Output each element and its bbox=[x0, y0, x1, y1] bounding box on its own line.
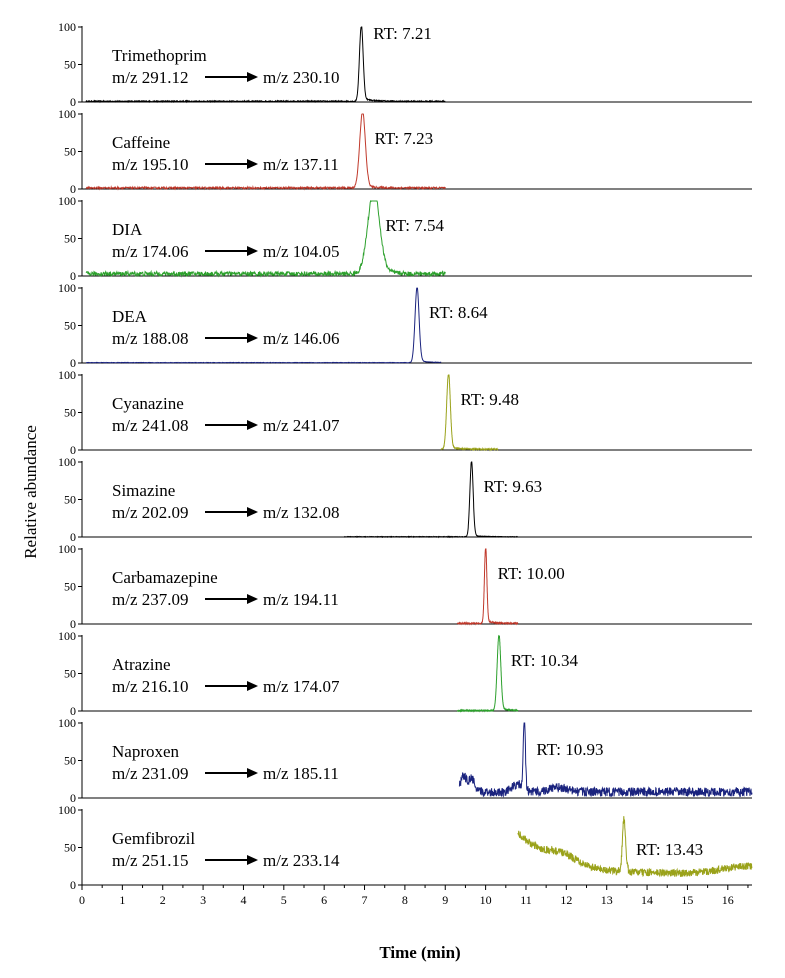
x-tick-label: 1 bbox=[119, 893, 126, 907]
y-tick-label: 50 bbox=[64, 579, 76, 594]
arrow-head-icon bbox=[247, 855, 258, 865]
series-line-simazine bbox=[344, 462, 518, 537]
x-tick-label: 11 bbox=[520, 893, 532, 907]
x-tick-label: 12 bbox=[560, 893, 573, 907]
x-axis bbox=[79, 885, 748, 907]
retention-time-label: RT: 10.34 bbox=[510, 651, 579, 670]
transition-product: m/z 241.07 bbox=[263, 416, 340, 435]
retention-time-label: RT: 10.93 bbox=[536, 740, 604, 759]
y-tick-label: 100 bbox=[58, 20, 76, 34]
arrow-head-icon bbox=[247, 159, 258, 169]
series-line-naproxen bbox=[459, 723, 752, 797]
transition-product: m/z 233.14 bbox=[263, 851, 340, 870]
y-tick-label: 100 bbox=[58, 194, 76, 208]
x-tick-label: 9 bbox=[442, 893, 449, 907]
y-tick-label: 100 bbox=[58, 803, 76, 817]
compound-name: Atrazine bbox=[112, 655, 171, 674]
panel-trimethoprim bbox=[58, 20, 752, 109]
y-axis-title: Relative abundance bbox=[21, 425, 40, 559]
compound-name: Carbamazepine bbox=[112, 568, 218, 587]
arrow-head-icon bbox=[247, 246, 258, 256]
panel-dia bbox=[58, 194, 752, 283]
compound-name: Naproxen bbox=[112, 742, 180, 761]
y-tick-label: 0 bbox=[70, 704, 76, 718]
arrow-head-icon bbox=[247, 72, 258, 82]
y-tick-label: 0 bbox=[70, 269, 76, 283]
x-tick-label: 14 bbox=[641, 893, 654, 907]
arrow-head-icon bbox=[247, 594, 258, 604]
chromatogram-panels bbox=[58, 20, 752, 892]
x-tick-label: 16 bbox=[721, 893, 734, 907]
y-tick-label: 100 bbox=[58, 107, 76, 121]
transition-precursor: m/z 188.08 bbox=[112, 329, 189, 348]
compound-name: Trimethoprim bbox=[112, 46, 207, 65]
transition-product: m/z 146.06 bbox=[263, 329, 340, 348]
transition-product: m/z 194.11 bbox=[263, 590, 339, 609]
panel-gemfibrozil bbox=[58, 803, 752, 892]
y-tick-label: 0 bbox=[70, 182, 76, 196]
transition-precursor: m/z 291.12 bbox=[112, 68, 189, 87]
x-tick-label: 6 bbox=[321, 893, 328, 907]
series-line-carbamazepine bbox=[457, 549, 518, 624]
transition-precursor: m/z 251.15 bbox=[112, 851, 189, 870]
y-tick-label: 50 bbox=[64, 318, 76, 333]
series-line-atrazine bbox=[457, 636, 518, 711]
x-tick-label: 4 bbox=[240, 893, 247, 907]
y-tick-label: 50 bbox=[64, 231, 76, 246]
transition-precursor: m/z 216.10 bbox=[112, 677, 189, 696]
x-tick-label: 7 bbox=[361, 893, 368, 907]
transition-precursor: m/z 202.09 bbox=[112, 503, 189, 522]
x-tick-label: 15 bbox=[681, 893, 694, 907]
y-tick-label: 0 bbox=[70, 530, 76, 544]
x-tick-label: 13 bbox=[600, 893, 613, 907]
y-tick-label: 100 bbox=[58, 542, 76, 556]
transition-precursor: m/z 241.08 bbox=[112, 416, 189, 435]
compound-name: Simazine bbox=[112, 481, 176, 500]
panel-caffeine bbox=[58, 107, 752, 196]
retention-time-label: RT: 10.00 bbox=[497, 564, 565, 583]
transition-precursor: m/z 174.06 bbox=[112, 242, 189, 261]
y-tick-label: 0 bbox=[70, 617, 76, 631]
transition-product: m/z 185.11 bbox=[263, 764, 339, 783]
retention-time-label: RT: 8.64 bbox=[429, 303, 488, 322]
transition-product: m/z 132.08 bbox=[263, 503, 340, 522]
arrow-head-icon bbox=[247, 681, 258, 691]
y-tick-label: 50 bbox=[64, 840, 76, 855]
panel-cyanazine bbox=[58, 368, 752, 457]
panel-atrazine bbox=[58, 629, 752, 718]
x-axis-title: Time (min) bbox=[379, 943, 461, 962]
compound-name: DIA bbox=[112, 220, 143, 239]
transition-product: m/z 137.11 bbox=[263, 155, 339, 174]
y-tick-label: 100 bbox=[58, 455, 76, 469]
y-tick-label: 100 bbox=[58, 368, 76, 382]
panel-carbamazepine bbox=[58, 542, 752, 631]
y-tick-label: 0 bbox=[70, 878, 76, 892]
series-line-cyanazine bbox=[441, 375, 498, 450]
retention-time-label: RT: 7.23 bbox=[374, 129, 434, 148]
y-tick-label: 0 bbox=[70, 95, 76, 109]
y-tick-label: 50 bbox=[64, 57, 76, 72]
x-tick-label: 10 bbox=[479, 893, 492, 907]
retention-time-label: RT: 9.48 bbox=[460, 390, 520, 409]
y-tick-label: 0 bbox=[70, 791, 76, 805]
x-tick-label: 3 bbox=[200, 893, 207, 907]
y-tick-label: 0 bbox=[70, 443, 76, 457]
retention-time-label: RT: 13.43 bbox=[636, 840, 704, 859]
arrow-head-icon bbox=[247, 768, 258, 778]
transition-product: m/z 174.07 bbox=[263, 677, 340, 696]
panel-dea bbox=[58, 281, 752, 370]
retention-time-label: RT: 9.63 bbox=[483, 477, 543, 496]
transition-precursor: m/z 237.09 bbox=[112, 590, 189, 609]
arrow-head-icon bbox=[247, 333, 258, 343]
x-tick-label: 5 bbox=[280, 893, 287, 907]
retention-time-label: RT: 7.21 bbox=[373, 24, 432, 43]
compound-name: DEA bbox=[112, 307, 147, 326]
x-tick-label: 0 bbox=[79, 893, 85, 907]
y-tick-label: 50 bbox=[64, 666, 76, 681]
arrow-head-icon bbox=[247, 420, 258, 430]
panel-simazine bbox=[58, 455, 752, 544]
panel-naproxen bbox=[58, 716, 752, 805]
y-tick-label: 50 bbox=[64, 753, 76, 768]
transition-precursor: m/z 195.10 bbox=[112, 155, 189, 174]
transition-product: m/z 104.05 bbox=[263, 242, 340, 261]
compound-name: Cyanazine bbox=[112, 394, 184, 413]
transition-product: m/z 230.10 bbox=[263, 68, 340, 87]
compound-name: Gemfibrozil bbox=[112, 829, 196, 848]
y-tick-label: 100 bbox=[58, 716, 76, 730]
x-tick-label: 8 bbox=[401, 893, 408, 907]
compound-name: Caffeine bbox=[112, 133, 171, 152]
y-tick-label: 100 bbox=[58, 281, 76, 295]
y-tick-label: 100 bbox=[58, 629, 76, 643]
y-tick-label: 50 bbox=[64, 144, 76, 159]
transition-precursor: m/z 231.09 bbox=[112, 764, 189, 783]
y-tick-label: 50 bbox=[64, 405, 76, 420]
retention-time-label: RT: 7.54 bbox=[385, 216, 445, 235]
y-tick-label: 50 bbox=[64, 492, 76, 507]
arrow-head-icon bbox=[247, 507, 258, 517]
series-line-gemfibrozil bbox=[518, 816, 752, 877]
y-tick-label: 0 bbox=[70, 356, 76, 370]
x-tick-label: 2 bbox=[159, 893, 166, 907]
